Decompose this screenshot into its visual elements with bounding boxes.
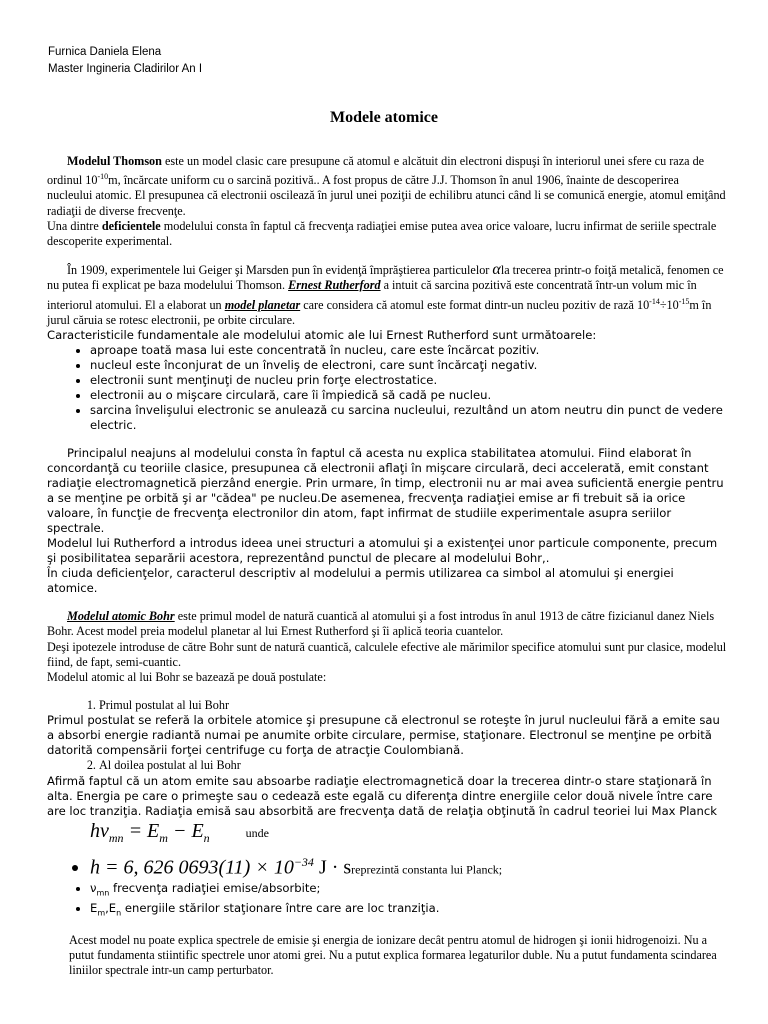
planetary-model-term: model planetar [224, 297, 301, 312]
author-name: Furnica Daniela Elena [48, 46, 162, 58]
bohr-term: Modelul atomic Bohr [67, 609, 175, 624]
bohr-postulate-1 [47, 698, 727, 713]
page-title: Modele atomice [330, 109, 438, 126]
frequency-definition: • $\nu_{mn}$ frecvenţa radiaţiei emise/absorbite; [90, 881, 727, 900]
bohr-postulates-intro: Modelul atomic al lui Bohr se bazează pe două postulate: [47, 669, 327, 684]
thomson-term: Modelul Thomson [67, 154, 162, 168]
postulate-1-title: 1. Primul postulat al lui Bohr [99, 698, 727, 713]
program-name: Master Ingineria Cladirilor An I [48, 63, 203, 75]
rutherford-paragraph: În 1909, experimentele lui Geiger şi Marsden pun în evidenţă împrăştierea particulelor αla trecerea printr-o foiţă metalică, fenomen ce nu putea fi explicat pe baza modelului Thomson. Ernest Rutherford a intuit că sarcina pozitivă este concentrată într-un volum mic în interiorul atomului. El a elaborat un model planetar care considera că atomul este format dintr-un nucleu pozitiv de rază $10^{-14}\div 10^{-15}m$ în jurul căruia se rotesc electronii, pe orbite circulare. [47, 261, 724, 327]
list-item: • nucleul este înconjurat de un înveliş de electroni, care sunt încărcaţi negativ. [90, 358, 727, 373]
bohr-limitations: Acest model nu poate explica spectrele de emisie şi energia de ionizare decât pentru atomul de hidrogen şi ionii hidrogenoizi. Nu a putut fundamenta stiintific spectrele unor atomi grei. Nu a putut explica formarea legaturilor duble. Nu a putut fundamenta scindarea liniilor spectrale intr-un camp perturbator. [69, 932, 717, 978]
symbol-definitions [47, 850, 727, 920]
bohr-semiquantum: Deşi ipotezele introduse de către Bohr sunt de natură cuantică, calculele efective ale mărimilor specifice atomului sunt pur clasice, modelul fiind, de fapt, semi-cuantic. [47, 639, 727, 669]
planck-constant: • h = 6, 626 $0693(11) \times 10^{-34}$ J · sreprezintă constanta lui Planck; [90, 850, 727, 882]
list-item: • sarcina învelişului electronic se anulează cu sarcina nucleului, rezultând un atom neutru din punct de vedere electric. [90, 403, 727, 433]
document-body [47, 154, 727, 978]
unde-label: unde [245, 825, 269, 840]
rutherford-legacy: Modelul lui Rutherford a introdus ideea unei structuri a atomului şi a existenţei unor particule componente, precum şi posibilitatea separării acestora, reprezentând punctul de plecare al modelului Bohr,. [47, 536, 718, 566]
postulate-2-text: Afirmă faptul că un atom emite sau absoarbe radiaţie electromagnetică doar la trecerea dintr-o stare staţionară în alta. Energia pe care o primeşte sau o cedează este egală cu diferenţa dintre energiile celor două nivele între care are loc tranziţia. Radiaţia emisă sau absorbită are frecvenţa dată de relaţia obţinută în cadrul teoriei lui Max Planck [47, 773, 717, 818]
rutherford-list-intro: Caracteristicile fundamentale ale modelului atomic ale lui Ernest Rutherford sunt următoarele: [47, 328, 597, 343]
bohr-paragraph: Modelul atomic Bohr este primul model de natură cuantică al atomului şi a fost introdus în anul 1913 de către fizicianul danez Niels Bohr. Acest model preia modelul planetar al lui Ernest Rutherford şi îi aplică teoria cuantelor. [47, 609, 715, 639]
rutherford-name: Ernest Rutherford [288, 278, 381, 293]
list-item: • electronii au o mişcare circulară, care îi împiedică să cadă pe nucleu. [90, 388, 727, 403]
postulate-2-title: 2. Al doilea postulat al lui Bohr [99, 758, 727, 773]
list-item: • aproape toată masa lui este concentrată în nucleu, care este încărcat pozitiv. [90, 343, 727, 358]
alpha-symbol: α [492, 261, 501, 279]
rutherford-symbol: În ciuda deficienţelor, caracterul descriptiv al modelului a permis utilizarea ca simbol al atomului şi energiei atomice. [47, 566, 674, 596]
rutherford-shortcoming: Principalul neajuns al modelului consta în faptul că acesta nu explica stabilitatea atomului. Fiind elaborat în concordanţă cu teoriile clasice, presupunea că electronii aflaţi în mişcare circulară, deci accelerată, emit constant radiaţie electromagnetică pierzând energie. Prin urmare, în timp, electronii nu ar mai avea suficientă energie pentru a se menţine pe orbită şi ar "cădea" pe nucleu.De asemenea, frecvenţa radiaţiei emise ar fi trebuit să ia orice valoare, în funcţie de frecvenţa electronilor din atom, fapt infirmat de studiile experimentale asupra seriilor spectrale. [47, 446, 724, 536]
rutherford-characteristics-list [47, 343, 727, 433]
thomson-deficiency: Una dintre deficientele modelului consta în faptul că frecvenţa radiaţiei emise putea avea orice valoare, lucru infirmat de seriile spectrale descoperite experimental. [47, 218, 717, 249]
energy-definition: • $E_m,E_n$ energiile stărilor staţionare între care are loc tranziţia. [90, 901, 727, 920]
bohr-postulate-2 [47, 758, 727, 773]
thomson-paragraph: Modelul Thomson este un model clasic care presupune că atomul e alcătuit din electroni dispuşi în interiorul unei sfere cu raza de ordinul $10^{-10}m$, încărcate uniform cu o sarcină pozitivă.. A fost propus de către J.J. Thomson în anul 1906, înainte de descoperirea nucleului atomic. El presupunea că electronii oscilează în jurul unei poziţii de echilibru atunci când li se comunică energie, atomul emiţând radiaţii de diverse frecvenţe. [47, 154, 726, 218]
header [48, 44, 202, 78]
planck-relation: $h\nu_{mn} = E_m - E_n$ unde [90, 819, 269, 845]
postulate-1-text: Primul postulat se referă la orbitele atomice şi presupune că electronul se roteşte în jurul nucleului fără a emite sau a absorbi energie radiantă numai pe anumite orbite circulare, permise, staţionare. Electronul se menţine pe orbită datorită compensării forţei centrifuge cu forţa de atracţie Coulombiană. [47, 713, 720, 758]
list-item: • electronii sunt menţinuţi de nucleu prin forţe electrostatice. [90, 373, 727, 388]
